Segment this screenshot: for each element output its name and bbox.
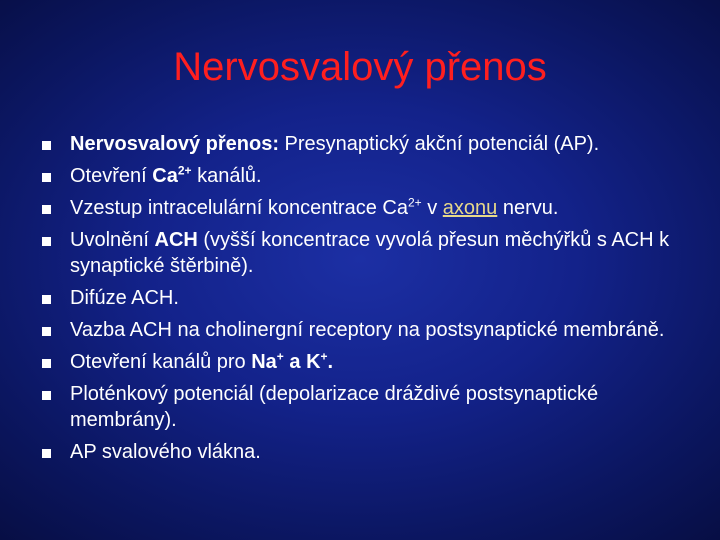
bullet-text: Vazba ACH na cholinergní receptory na postsynaptické membráně.	[70, 319, 665, 341]
bullet-text: Uvolnění	[70, 229, 155, 251]
bullet-text: Presynaptický akční potenciál (AP).	[278, 133, 600, 155]
bold-text: Nervosvalový přenos:	[70, 133, 279, 155]
bullet-item	[38, 349, 708, 375]
bullet-text: kanálů.	[191, 165, 262, 187]
bullet-item	[38, 317, 708, 343]
bullet-item	[38, 439, 708, 465]
superscript-text: 2+	[177, 163, 192, 178]
bullet-list	[38, 131, 708, 471]
bullet-text: (vyšší koncentrace vyvolá přesun měchýřků s ACH k synaptické štěrbině).	[70, 229, 670, 277]
bold-text: Ca	[152, 165, 178, 187]
bullet-item	[38, 285, 708, 311]
bullet-text: AP svalového vlákna.	[70, 441, 261, 463]
bullet-text: Vzestup intracelulární koncentrace Ca	[70, 197, 408, 219]
bullet-text: v	[421, 197, 443, 219]
bold-text: a	[283, 351, 307, 373]
bold-text: K	[306, 351, 321, 373]
square-bullet-icon	[42, 359, 51, 368]
bullet-text: Otevření	[70, 165, 153, 187]
bullet-item	[38, 131, 708, 157]
bold-text: ACH	[154, 229, 198, 251]
square-bullet-icon	[42, 449, 51, 458]
square-bullet-icon	[42, 391, 51, 400]
square-bullet-icon	[42, 173, 51, 182]
bullet-item	[38, 381, 708, 433]
superscript-text: +	[320, 349, 328, 364]
bullet-text: Ploténkový potenciál (depolarizace dráždivé postsynaptické membrány).	[70, 383, 599, 431]
square-bullet-icon	[42, 327, 51, 336]
bold-text: .	[327, 351, 334, 373]
bullet-text: Otevření kanálů pro	[70, 351, 252, 373]
bullet-item	[38, 227, 708, 279]
bullet-item	[38, 195, 708, 221]
bullet-item	[38, 163, 708, 189]
square-bullet-icon	[42, 205, 51, 214]
bold-text: Na	[251, 351, 277, 373]
square-bullet-icon	[42, 141, 51, 150]
axonu-link[interactable]: axonu	[442, 197, 498, 219]
superscript-text: +	[276, 349, 284, 364]
bullet-text: nervu.	[497, 197, 559, 219]
square-bullet-icon	[42, 295, 51, 304]
bullet-text: Difúze ACH.	[70, 287, 179, 309]
superscript-text: 2+	[407, 195, 422, 210]
square-bullet-icon	[42, 237, 51, 246]
slide-title: Nervosvalový přenos	[173, 45, 547, 89]
